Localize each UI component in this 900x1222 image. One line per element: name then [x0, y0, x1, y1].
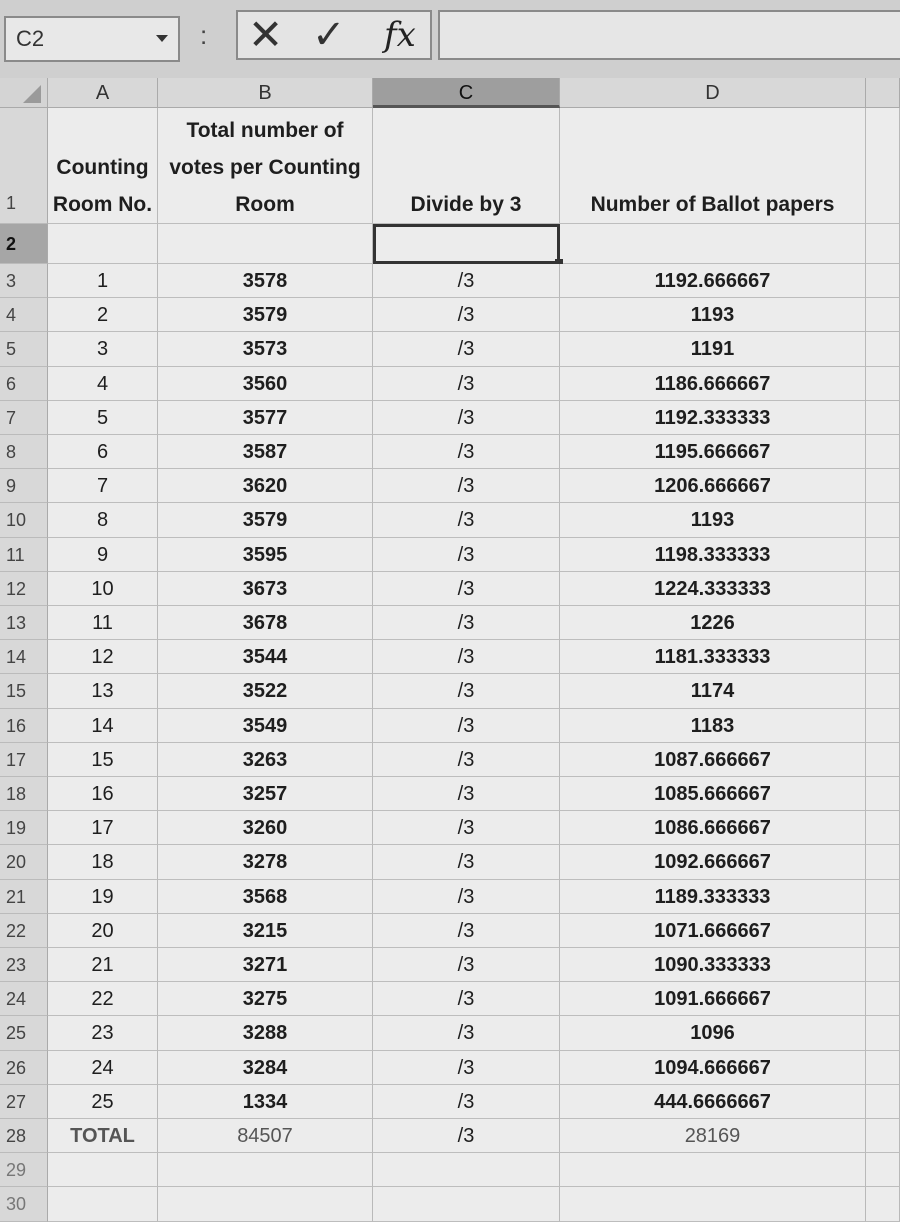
cell-b4[interactable]: 3579 [158, 298, 373, 332]
cell-d10[interactable]: 1193 [560, 503, 866, 537]
cell-d3[interactable]: 1192.666667 [560, 264, 866, 298]
column-header-d[interactable]: D [560, 78, 866, 108]
cell-a23[interactable]: 21 [48, 948, 158, 982]
row-header-23[interactable]: 23 [0, 948, 48, 982]
cell-blank[interactable] [866, 1119, 900, 1153]
select-all-icon [23, 85, 41, 103]
cell-d24[interactable]: 1091.666667 [560, 982, 866, 1016]
cell-blank[interactable] [866, 1016, 900, 1050]
cell-b9[interactable]: 3620 [158, 469, 373, 503]
header-cell-text: Number of Ballot papers [590, 193, 835, 216]
cell-blank[interactable] [866, 401, 900, 435]
cell-a12[interactable]: 10 [48, 572, 158, 606]
cell-d28[interactable]: 28169 [560, 1119, 866, 1153]
cell-blank[interactable] [866, 1187, 900, 1221]
cell-a2[interactable] [48, 224, 158, 264]
cell-d11[interactable]: 1198.333333 [560, 538, 866, 572]
cell-b11[interactable]: 3595 [158, 538, 373, 572]
cell-a4[interactable]: 2 [48, 298, 158, 332]
cell-blank[interactable] [866, 538, 900, 572]
cell-d13[interactable]: 1226 [560, 606, 866, 640]
cell-c11[interactable]: /3 [373, 538, 560, 572]
cell-b12[interactable]: 3673 [158, 572, 373, 606]
header-cell-a[interactable] [48, 108, 158, 224]
formula-input[interactable] [438, 10, 900, 60]
cell-blank[interactable] [866, 674, 900, 708]
cell-a8[interactable]: 6 [48, 435, 158, 469]
cell-d26[interactable]: 1094.666667 [560, 1051, 866, 1085]
cell-blank[interactable] [866, 298, 900, 332]
cell-b15[interactable]: 3522 [158, 674, 373, 708]
active-cell-border [373, 224, 560, 264]
row-header-17[interactable]: 17 [0, 743, 48, 777]
cancel-icon[interactable]: ✕ [248, 11, 284, 58]
cell-blank[interactable] [866, 108, 900, 224]
cell-b29[interactable] [158, 1153, 373, 1187]
cell-a5[interactable]: 3 [48, 332, 158, 366]
cell-blank[interactable] [866, 435, 900, 469]
cell-a6[interactable]: 4 [48, 367, 158, 401]
cell-d5[interactable]: 1191 [560, 332, 866, 366]
cell-a20[interactable]: 18 [48, 845, 158, 879]
cell-blank[interactable] [866, 880, 900, 914]
column-header-blank[interactable] [866, 78, 900, 108]
row-header-9[interactable]: 9 [0, 469, 48, 503]
cell-d14[interactable]: 1181.333333 [560, 640, 866, 674]
row-header-15[interactable]: 15 [0, 674, 48, 708]
cell-a30[interactable] [48, 1187, 158, 1221]
row-header-18[interactable]: 18 [0, 777, 48, 811]
cell-d29[interactable] [560, 1153, 866, 1187]
cell-blank[interactable] [866, 606, 900, 640]
cell-a11[interactable]: 9 [48, 538, 158, 572]
cell-blank[interactable] [866, 1085, 900, 1119]
cell-b14[interactable]: 3544 [158, 640, 373, 674]
row-header-7[interactable]: 7 [0, 401, 48, 435]
cell-b30[interactable] [158, 1187, 373, 1221]
cell-c5[interactable]: /3 [373, 332, 560, 366]
cell-a16[interactable]: 14 [48, 709, 158, 743]
cell-blank[interactable] [866, 1051, 900, 1085]
row-header-26[interactable]: 26 [0, 1051, 48, 1085]
cell-c4[interactable]: /3 [373, 298, 560, 332]
cell-b20[interactable]: 3278 [158, 845, 373, 879]
cell-blank[interactable] [866, 743, 900, 777]
cell-b19[interactable]: 3260 [158, 811, 373, 845]
cell-c7[interactable]: /3 [373, 401, 560, 435]
cell-b28[interactable]: 84507 [158, 1119, 373, 1153]
cell-c28[interactable]: /3 [373, 1119, 560, 1153]
cell-a26[interactable]: 24 [48, 1051, 158, 1085]
header-cell-text: Total number of votes per Counting Room [169, 119, 361, 216]
cell-a27[interactable]: 25 [48, 1085, 158, 1119]
row-header-16[interactable]: 16 [0, 709, 48, 743]
cell-b7[interactable]: 3577 [158, 401, 373, 435]
cell-c30[interactable] [373, 1187, 560, 1221]
cell-a21[interactable]: 19 [48, 880, 158, 914]
formula-buttons [236, 10, 432, 60]
cell-c17[interactable]: /3 [373, 743, 560, 777]
cell-a25[interactable]: 23 [48, 1016, 158, 1050]
row-header-30[interactable]: 30 [0, 1187, 48, 1221]
cell-c21[interactable]: /3 [373, 880, 560, 914]
formula-bar [0, 0, 900, 78]
cell-a3[interactable]: 1 [48, 264, 158, 298]
row-header-4[interactable]: 4 [0, 298, 48, 332]
cell-c22[interactable]: /3 [373, 914, 560, 948]
row-header-22[interactable]: 22 [0, 914, 48, 948]
cell-a9[interactable]: 7 [48, 469, 158, 503]
row-header-12[interactable]: 12 [0, 572, 48, 606]
cell-c9[interactable]: /3 [373, 469, 560, 503]
cell-blank[interactable] [866, 982, 900, 1016]
name-box-value: C2 [16, 26, 45, 51]
row-header-28[interactable]: 28 [0, 1119, 48, 1153]
cell-a17[interactable]: 15 [48, 743, 158, 777]
cell-c8[interactable]: /3 [373, 435, 560, 469]
row-header-21[interactable]: 21 [0, 880, 48, 914]
cell-b2[interactable] [158, 224, 373, 264]
cell-a18[interactable]: 16 [48, 777, 158, 811]
cell-a29[interactable] [48, 1153, 158, 1187]
cell-c6[interactable]: /3 [373, 367, 560, 401]
row-header-24[interactable]: 24 [0, 982, 48, 1016]
cell-d27[interactable]: 444.6666667 [560, 1085, 866, 1119]
chevron-down-icon[interactable] [156, 35, 168, 42]
header-cell-text: Divide by 3 [410, 193, 522, 216]
check-icon[interactable]: ✓ [312, 13, 346, 57]
cell-d21[interactable]: 1189.333333 [560, 880, 866, 914]
row-header-20[interactable]: 20 [0, 845, 48, 879]
cell-blank[interactable] [866, 811, 900, 845]
column-header-c[interactable]: C [373, 78, 560, 108]
cell-d22[interactable]: 1071.666667 [560, 914, 866, 948]
more-options-icon[interactable]: : [200, 20, 208, 50]
cell-blank[interactable] [866, 572, 900, 606]
row-header-27[interactable]: 27 [0, 1085, 48, 1119]
cell-d7[interactable]: 1192.333333 [560, 401, 866, 435]
column-header-b[interactable]: B [158, 78, 373, 108]
cell-c14[interactable]: /3 [373, 640, 560, 674]
cell-b24[interactable]: 3275 [158, 982, 373, 1016]
cell-c18[interactable]: /3 [373, 777, 560, 811]
cell-b13[interactable]: 3678 [158, 606, 373, 640]
cell-c20[interactable]: /3 [373, 845, 560, 879]
cell-blank[interactable] [866, 332, 900, 366]
cell-d17[interactable]: 1087.666667 [560, 743, 866, 777]
cell-blank[interactable] [866, 777, 900, 811]
cell-d30[interactable] [560, 1187, 866, 1221]
cell-c26[interactable]: /3 [373, 1051, 560, 1085]
header-cell-c[interactable] [373, 108, 560, 224]
cell-a10[interactable]: 8 [48, 503, 158, 537]
cell-d23[interactable]: 1090.333333 [560, 948, 866, 982]
cell-b16[interactable]: 3549 [158, 709, 373, 743]
row-header-2[interactable]: 2 [0, 224, 48, 264]
cell-d4[interactable]: 1193 [560, 298, 866, 332]
cell-d19[interactable]: 1086.666667 [560, 811, 866, 845]
cell-b26[interactable]: 3284 [158, 1051, 373, 1085]
cell-a14[interactable]: 12 [48, 640, 158, 674]
cell-blank[interactable] [866, 224, 900, 264]
cell-a24[interactable]: 22 [48, 982, 158, 1016]
cell-d2[interactable] [560, 224, 866, 264]
cell-blank[interactable] [866, 845, 900, 879]
cell-d8[interactable]: 1195.666667 [560, 435, 866, 469]
cell-c24[interactable]: /3 [373, 982, 560, 1016]
cell-c12[interactable]: /3 [373, 572, 560, 606]
cell-blank[interactable] [866, 503, 900, 537]
cell-b5[interactable]: 3573 [158, 332, 373, 366]
header-cell-d[interactable] [560, 108, 866, 224]
cell-b10[interactable]: 3579 [158, 503, 373, 537]
select-all-corner[interactable] [0, 78, 48, 108]
cell-b8[interactable]: 3587 [158, 435, 373, 469]
name-box[interactable] [4, 16, 180, 62]
row-header-14[interactable]: 14 [0, 640, 48, 674]
cell-blank[interactable] [866, 640, 900, 674]
cell-a19[interactable]: 17 [48, 811, 158, 845]
cell-c16[interactable]: /3 [373, 709, 560, 743]
cell-c25[interactable]: /3 [373, 1016, 560, 1050]
cell-c27[interactable]: /3 [373, 1085, 560, 1119]
row-header-29[interactable]: 29 [0, 1153, 48, 1187]
column-header-a[interactable]: A [48, 78, 158, 108]
cell-d15[interactable]: 1174 [560, 674, 866, 708]
cell-c10[interactable]: /3 [373, 503, 560, 537]
spreadsheet-grid [0, 78, 900, 1215]
cell-blank[interactable] [866, 914, 900, 948]
cell-b17[interactable]: 3263 [158, 743, 373, 777]
cell-blank[interactable] [866, 469, 900, 503]
cell-c3[interactable]: /3 [373, 264, 560, 298]
cell-a28[interactable]: TOTAL [48, 1119, 158, 1153]
row-header-5[interactable]: 5 [0, 332, 48, 366]
cell-c23[interactable]: /3 [373, 948, 560, 982]
cell-b23[interactable]: 3271 [158, 948, 373, 982]
row-header-1[interactable]: 1 [0, 108, 48, 224]
insert-function-icon[interactable]: fx [384, 15, 416, 55]
header-cell-text: Counting Room No. [52, 156, 153, 216]
cell-d16[interactable]: 1183 [560, 709, 866, 743]
cell-c29[interactable] [373, 1153, 560, 1187]
row-header-6[interactable]: 6 [0, 367, 48, 401]
row-header-13[interactable]: 13 [0, 606, 48, 640]
cell-b6[interactable]: 3560 [158, 367, 373, 401]
cell-a15[interactable]: 13 [48, 674, 158, 708]
row-header-10[interactable]: 10 [0, 503, 48, 537]
header-cell-b[interactable] [158, 108, 373, 224]
cell-c13[interactable]: /3 [373, 606, 560, 640]
cell-blank[interactable] [866, 948, 900, 982]
cell-a22[interactable]: 20 [48, 914, 158, 948]
cell-a13[interactable]: 11 [48, 606, 158, 640]
cell-d25[interactable]: 1096 [560, 1016, 866, 1050]
cell-a7[interactable]: 5 [48, 401, 158, 435]
cell-b21[interactable]: 3568 [158, 880, 373, 914]
row-header-11[interactable]: 11 [0, 538, 48, 572]
cell-c15[interactable]: /3 [373, 674, 560, 708]
row-header-3[interactable]: 3 [0, 264, 48, 298]
cell-d20[interactable]: 1092.666667 [560, 845, 866, 879]
cell-d9[interactable]: 1206.666667 [560, 469, 866, 503]
cell-c19[interactable]: /3 [373, 811, 560, 845]
cell-b27[interactable]: 1334 [158, 1085, 373, 1119]
cell-blank[interactable] [866, 709, 900, 743]
row-header-19[interactable]: 19 [0, 811, 48, 845]
cell-blank[interactable] [866, 264, 900, 298]
row-header-25[interactable]: 25 [0, 1016, 48, 1050]
cell-blank[interactable] [866, 1153, 900, 1187]
cell-b25[interactable]: 3288 [158, 1016, 373, 1050]
cell-blank[interactable] [866, 367, 900, 401]
cell-d6[interactable]: 1186.666667 [560, 367, 866, 401]
row-header-8[interactable]: 8 [0, 435, 48, 469]
cell-d18[interactable]: 1085.666667 [560, 777, 866, 811]
cell-d12[interactable]: 1224.333333 [560, 572, 866, 606]
cell-b3[interactable]: 3578 [158, 264, 373, 298]
cell-b22[interactable]: 3215 [158, 914, 373, 948]
cell-b18[interactable]: 3257 [158, 777, 373, 811]
